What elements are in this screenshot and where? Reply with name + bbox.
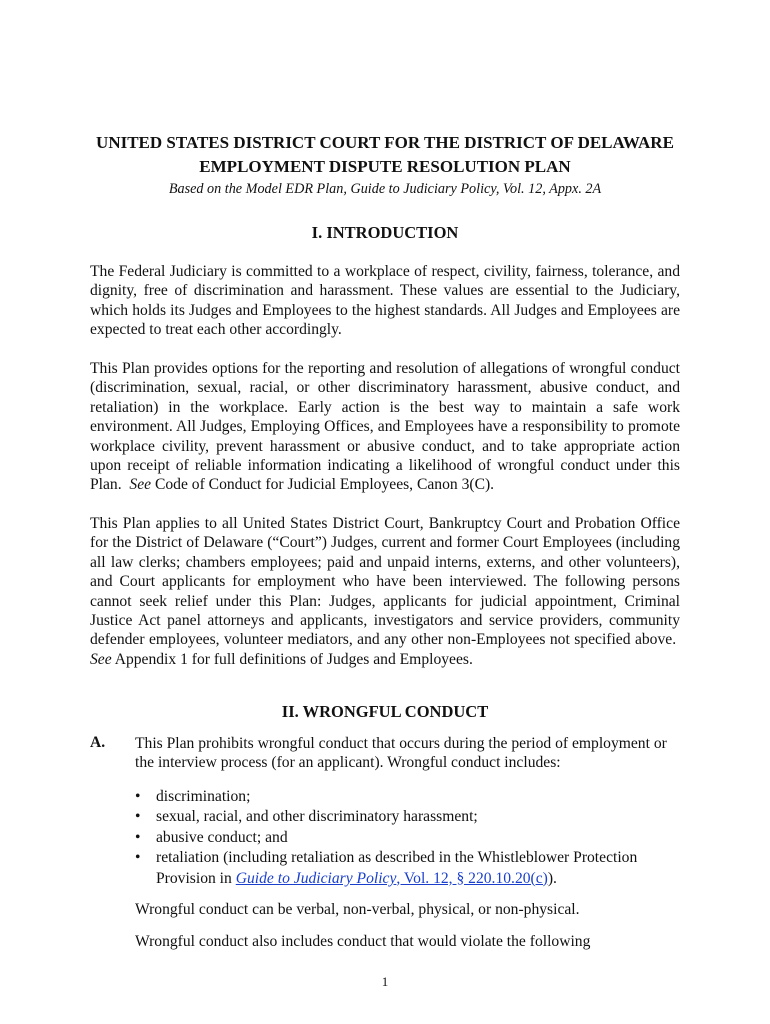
section-heading-wrongful-conduct: II. WRONGFUL CONDUCT xyxy=(281,702,489,721)
intro-paragraph-1: The Federal Judiciary is committed to a workplace of respect, civility, fairness, tolerance, and dignity, free of discrimination and harassment. These values are essential to the Judiciary, which holds its Judges and Employees to the highest standards. All Judges and Employees are expected to treat each other accordingly. xyxy=(90,263,680,339)
item-a-text: This Plan prohibits wrongful conduct that occurs during the period of employment or the interview process (for an applicant). Wrongful conduct includes: xyxy=(135,735,667,772)
document-title-line2: EMPLOYMENT DISPUTE RESOLUTION PLAN xyxy=(199,157,571,176)
wrongful-conduct-list xyxy=(135,787,680,889)
document-title-line1: UNITED STATES DISTRICT COURT FOR THE DISTRICT OF DELAWARE xyxy=(96,133,674,152)
section-heading-introduction: I. INTRODUCTION xyxy=(311,223,459,242)
item-letter-a: A. xyxy=(90,734,106,751)
list-item: • abusive conduct; and xyxy=(135,828,680,848)
wrongful-conduct-also: Wrongful conduct also includes conduct that would violate the following xyxy=(135,933,591,950)
intro-paragraph-2: This Plan provides options for the reporting and resolution of allegations of wrongful conduct (discrimination, sexual, racial, or other discriminatory harassment, abusive conduct, and retaliation) in the workplace. Early action is the best way to maintain a safe work environment. All Judges, Employing Offices, and Employees have a responsibility to promote workplace civility, prevent harassment or abusive conduct, and to take appropriate action upon receipt of reliable information indicating a likelihood of wrongful conduct under this Plan. See Code of Conduct for Judicial Employees, Canon 3(C). xyxy=(90,360,680,494)
list-item: • retaliation (including retaliation as described in the Whistleblower Protection Provision in Guide to Judiciary Policy, Vol. 12, § 220.10.20(c)). xyxy=(135,848,680,889)
intro-paragraph-3: This Plan applies to all United States District Court, Bankruptcy Court and Probation Office for the District of Delaware (“Court”) Judges, current and former Court Employees (including all law clerks; chambers employees; paid and unpaid interns, externs, and other volunteers), and Court applicants for employment who have been interviewed. The following persons cannot seek relief under this Plan: Judges, applicants for judicial appointment, Criminal Justice Act panel attorneys and applicants, investigators and service providers, community defender employees, volunteer mediators, and any other non-Employees not specified above. See Appendix 1 for full definitions of Judges and Employees. xyxy=(90,515,680,668)
document-subtitle: Based on the Model EDR Plan, Guide to Judiciary Policy, Vol. 12, Appx. 2A xyxy=(168,181,602,197)
see-signal: See xyxy=(90,650,112,668)
page-number: 1 xyxy=(381,974,389,989)
list-item: • sexual, racial, and other discriminatory harassment; xyxy=(135,807,680,827)
list-item: • discrimination; xyxy=(135,787,680,807)
guide-to-judiciary-policy-link[interactable]: Guide to Judiciary Policy, Vol. 12, § 220.10.20(c) xyxy=(235,869,548,887)
wrongful-conduct-forms: Wrongful conduct can be verbal, non-verbal, physical, or non-physical. xyxy=(135,901,580,918)
see-signal: See xyxy=(129,476,152,494)
